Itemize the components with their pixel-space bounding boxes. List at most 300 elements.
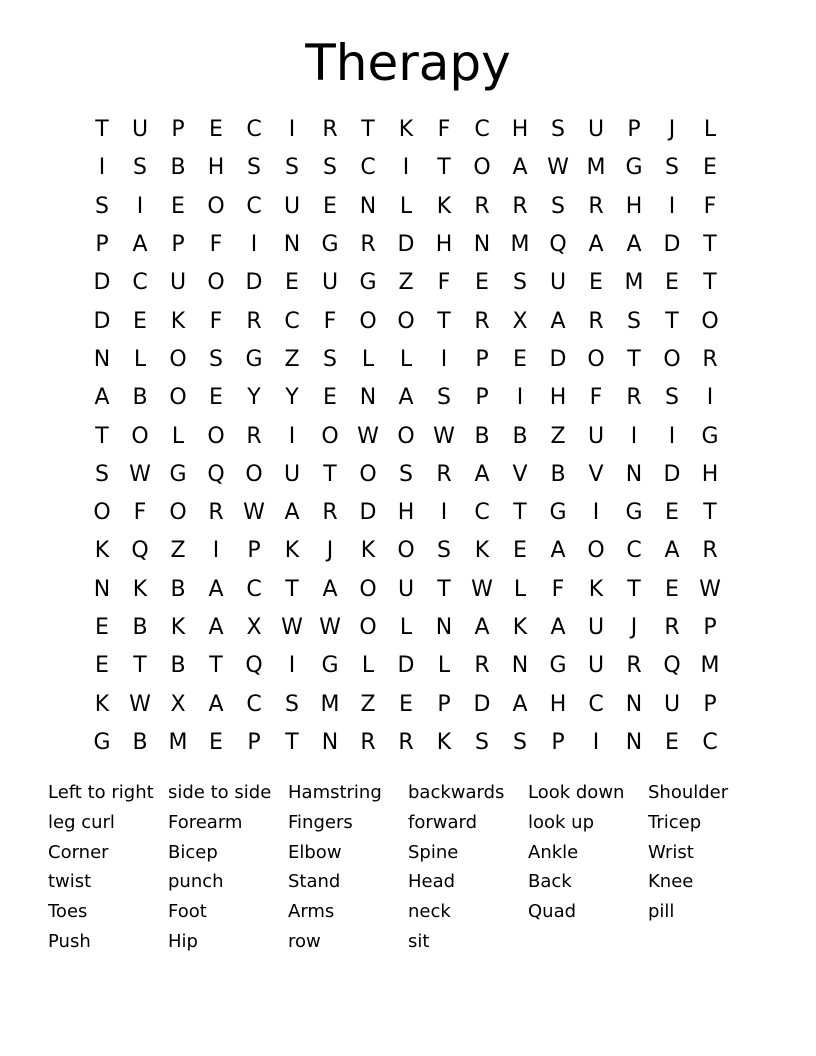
grid-letter: O — [169, 500, 187, 526]
grid-letter: G — [321, 653, 339, 679]
grid-letter: R — [246, 423, 262, 449]
grid-letter: W — [699, 576, 721, 602]
grid-letter: S — [513, 270, 527, 296]
word-list-item: Forearm — [168, 811, 243, 833]
grid-letter: S — [209, 346, 223, 372]
grid-letter: E — [209, 117, 223, 143]
grid-letter: R — [702, 538, 718, 564]
grid-letter: O — [473, 155, 491, 181]
word-list-item: Foot — [168, 901, 207, 923]
grid-letter: D — [663, 232, 681, 258]
grid-row — [83, 264, 729, 302]
word-list — [48, 778, 768, 957]
grid-letter: H — [511, 117, 529, 143]
grid-letter: W — [243, 500, 265, 526]
grid-letter: O — [207, 193, 225, 219]
word-list-item: pill — [648, 901, 675, 923]
grid-letter: Q — [549, 232, 567, 258]
grid-letter: E — [665, 729, 679, 755]
grid-letter: T — [437, 576, 451, 602]
grid-letter: C — [702, 729, 718, 755]
grid-letter: O — [397, 538, 415, 564]
grid-letter: I — [288, 117, 296, 143]
grid-letter: O — [359, 576, 377, 602]
grid-letter: O — [359, 615, 377, 640]
grid-letter: R — [322, 117, 338, 143]
grid-letter: Z — [170, 538, 186, 564]
grid-letter: W — [433, 423, 455, 449]
grid-letter: K — [474, 538, 490, 564]
grid-letter: Q — [245, 653, 263, 679]
grid-letter: R — [702, 346, 718, 372]
grid-letter: K — [398, 117, 414, 143]
grid-letter: E — [95, 615, 109, 640]
grid-letter: A — [208, 691, 224, 717]
grid-letter: B — [474, 423, 490, 449]
grid-letter: J — [668, 117, 676, 143]
grid-letter: E — [323, 193, 337, 219]
grid-letter: T — [133, 653, 147, 679]
grid-letter: E — [665, 500, 679, 526]
grid-letter: S — [285, 691, 299, 717]
grid-row — [83, 724, 729, 762]
grid-letter: R — [588, 193, 604, 219]
grid-letter: P — [247, 729, 261, 755]
grid-letter: O — [169, 385, 187, 411]
grid-letter: I — [98, 155, 106, 181]
grid-letter: S — [95, 461, 109, 487]
grid-letter: M — [586, 155, 606, 181]
grid-letter: O — [321, 423, 339, 449]
grid-letter: K — [132, 576, 148, 602]
word-list-item: row — [288, 930, 321, 952]
grid-letter: S — [285, 155, 299, 181]
grid-letter: U — [397, 576, 415, 602]
grid-row — [83, 149, 729, 187]
grid-letter: W — [547, 155, 569, 181]
word-list-item: backwards — [408, 782, 505, 803]
word-list-item: Bicep — [168, 841, 218, 863]
grid-letter: I — [402, 155, 410, 181]
grid-letter: R — [436, 461, 452, 487]
grid-letter: T — [437, 155, 451, 181]
grid-letter: H — [435, 232, 453, 258]
grid-letter: O — [587, 538, 605, 564]
grid-letter: F — [209, 232, 223, 258]
grid-letter: E — [475, 270, 489, 296]
grid-row — [83, 188, 729, 226]
grid-letter: I — [706, 385, 714, 411]
grid-letter: O — [131, 423, 149, 449]
grid-letter: A — [550, 615, 566, 640]
grid-letter: C — [246, 193, 262, 219]
grid-letter: T — [285, 729, 299, 755]
grid-letter: U — [131, 117, 149, 143]
grid-letter: E — [703, 155, 717, 181]
grid-letter: N — [625, 691, 643, 717]
grid-letter: T — [627, 346, 641, 372]
grid-letter: G — [93, 729, 111, 755]
grid-row — [83, 417, 729, 455]
grid-letter: T — [513, 500, 527, 526]
page-title: Therapy — [305, 34, 511, 92]
grid-letter: A — [132, 232, 148, 258]
grid-letter: N — [321, 729, 339, 755]
grid-letter: A — [626, 232, 642, 258]
grid-letter: I — [440, 500, 448, 526]
grid-letter: G — [169, 461, 187, 487]
grid-letter: K — [436, 193, 452, 219]
grid-letter: W — [471, 576, 493, 602]
word-list-item: Spine — [408, 841, 459, 863]
grid-letter: T — [703, 500, 717, 526]
grid-letter: S — [323, 155, 337, 181]
grid-letter: K — [284, 538, 300, 564]
grid-letter: V — [512, 461, 528, 487]
grid-letter: O — [587, 346, 605, 372]
grid-letter: T — [703, 232, 717, 258]
grid-letter: G — [359, 270, 377, 296]
grid-letter: I — [668, 193, 676, 219]
grid-row — [83, 532, 729, 570]
grid-letter: S — [323, 346, 337, 372]
grid-letter: L — [437, 653, 451, 679]
grid-letter: N — [435, 615, 453, 640]
grid-letter: E — [209, 385, 223, 411]
grid-letter: B — [170, 653, 186, 679]
grid-letter: D — [397, 653, 415, 679]
grid-letter: T — [323, 461, 337, 487]
grid-letter: T — [703, 270, 717, 296]
grid-letter: O — [207, 423, 225, 449]
grid-letter: F — [209, 308, 223, 334]
grid-letter: K — [360, 538, 376, 564]
grid-letter: P — [95, 232, 109, 258]
grid-letter: U — [549, 270, 567, 296]
grid-letter: A — [284, 500, 300, 526]
grid-letter: X — [512, 308, 528, 334]
grid-letter: P — [171, 232, 185, 258]
grid-letter: C — [284, 308, 300, 334]
grid-letter: O — [207, 270, 225, 296]
grid-letter: B — [550, 461, 566, 487]
grid-letter: L — [133, 346, 147, 372]
grid-letter: S — [399, 461, 413, 487]
grid-letter: X — [246, 615, 262, 640]
grid-letter: W — [129, 461, 151, 487]
grid-letter: E — [209, 729, 223, 755]
grid-letter: E — [513, 346, 527, 372]
word-list-item: Push — [48, 930, 91, 952]
grid-letter: C — [626, 538, 642, 564]
grid-letter: O — [359, 461, 377, 487]
grid-letter: E — [589, 270, 603, 296]
grid-letter: P — [475, 346, 489, 372]
grid-letter: S — [133, 155, 147, 181]
grid-letter: C — [246, 576, 262, 602]
word-list-item: neck — [408, 901, 451, 923]
grid-letter: I — [516, 385, 524, 411]
grid-letter: F — [703, 193, 717, 219]
grid-letter: O — [397, 423, 415, 449]
grid-letter: B — [512, 423, 528, 449]
word-list-item: Stand — [288, 871, 341, 893]
grid-letter: U — [587, 615, 605, 640]
grid-letter: D — [359, 500, 377, 526]
grid-letter: O — [169, 346, 187, 372]
grid-letter: S — [247, 155, 261, 181]
grid-letter: T — [209, 653, 223, 679]
grid-letter: Z — [398, 270, 414, 296]
grid-letter: A — [588, 232, 604, 258]
grid-letter: N — [473, 232, 491, 258]
grid-letter: A — [550, 308, 566, 334]
grid-letter: G — [321, 232, 339, 258]
grid-letter: I — [592, 729, 600, 755]
grid-row — [83, 494, 729, 532]
grid-letter: J — [326, 538, 334, 564]
grid-letter: A — [474, 615, 490, 640]
grid-letter: A — [550, 538, 566, 564]
grid-letter: P — [171, 117, 185, 143]
grid-row — [83, 379, 729, 417]
word-list-item: Back — [528, 871, 572, 893]
grid-letter: U — [283, 193, 301, 219]
grid-letter: A — [94, 385, 110, 411]
grid-letter: H — [549, 691, 567, 717]
grid-letter: F — [551, 576, 565, 602]
grid-letter: I — [592, 500, 600, 526]
grid-letter: B — [170, 155, 186, 181]
grid-letter: S — [95, 193, 109, 219]
word-list-item: Corner — [48, 841, 109, 863]
letter-grid — [83, 111, 729, 762]
grid-letter: N — [93, 346, 111, 372]
grid-letter: E — [95, 653, 109, 679]
word-list-item: side to side — [168, 782, 272, 803]
grid-letter: D — [473, 691, 491, 717]
grid-letter: S — [437, 538, 451, 564]
grid-letter: Z — [360, 691, 376, 717]
grid-letter: D — [245, 270, 263, 296]
grid-letter: S — [627, 308, 641, 334]
grid-row — [83, 302, 729, 340]
grid-letter: M — [168, 729, 188, 755]
word-list-item: Shoulder — [648, 782, 729, 803]
grid-letter: E — [285, 270, 299, 296]
grid-letter: R — [360, 232, 376, 258]
grid-letter: C — [132, 270, 148, 296]
grid-letter: A — [512, 155, 528, 181]
grid-letter: A — [474, 461, 490, 487]
grid-letter: Q — [663, 653, 681, 679]
grid-letter: L — [399, 615, 413, 640]
grid-letter: F — [323, 308, 337, 334]
grid-letter: N — [625, 729, 643, 755]
grid-letter: C — [246, 117, 262, 143]
grid-letter: D — [93, 270, 111, 296]
grid-row — [83, 609, 729, 647]
grid-letter: F — [589, 385, 603, 411]
grid-letter: N — [359, 385, 377, 411]
grid-letter: J — [630, 615, 638, 640]
grid-letter: P — [475, 385, 489, 411]
grid-letter: O — [663, 346, 681, 372]
grid-letter: V — [588, 461, 604, 487]
grid-letter: L — [361, 346, 375, 372]
grid-letter: H — [701, 461, 719, 487]
grid-letter: S — [437, 385, 451, 411]
grid-letter: N — [511, 653, 529, 679]
word-list-item: Arms — [288, 901, 335, 923]
grid-letter: P — [437, 691, 451, 717]
word-list-item: Wrist — [648, 841, 694, 863]
grid-letter: U — [283, 461, 301, 487]
word-list-item: Fingers — [288, 811, 353, 833]
grid-letter: K — [94, 538, 110, 564]
grid-letter: R — [664, 615, 680, 640]
grid-letter: R — [474, 193, 490, 219]
grid-letter: R — [474, 308, 490, 334]
grid-letter: I — [288, 653, 296, 679]
grid-letter: F — [437, 117, 451, 143]
grid-letter: I — [136, 193, 144, 219]
grid-letter: R — [208, 500, 224, 526]
grid-letter: P — [703, 615, 717, 640]
grid-letter: S — [665, 155, 679, 181]
grid-letter: D — [549, 346, 567, 372]
grid-letter: A — [322, 576, 338, 602]
grid-letter: T — [665, 308, 679, 334]
grid-letter: S — [513, 729, 527, 755]
word-list-item: Look down — [528, 782, 625, 803]
grid-letter: N — [625, 461, 643, 487]
grid-letter: P — [703, 691, 717, 717]
grid-letter: U — [587, 423, 605, 449]
grid-letter: E — [665, 576, 679, 602]
grid-row — [83, 456, 729, 494]
word-list-item: sit — [408, 930, 430, 952]
word-list-item: leg curl — [48, 811, 115, 833]
grid-letter: M — [320, 691, 340, 717]
grid-letter: F — [437, 270, 451, 296]
grid-letter: E — [513, 538, 527, 564]
grid-letter: Q — [131, 538, 149, 564]
grid-letter: C — [360, 155, 376, 181]
grid-letter: N — [359, 193, 377, 219]
grid-letter: O — [701, 308, 719, 334]
grid-letter: X — [170, 691, 186, 717]
grid-letter: U — [587, 117, 605, 143]
grid-row — [83, 647, 729, 685]
grid-letter: C — [474, 500, 490, 526]
grid-letter: G — [549, 500, 567, 526]
grid-letter: U — [321, 270, 339, 296]
grid-letter: L — [361, 653, 375, 679]
grid-letter: B — [132, 385, 148, 411]
grid-letter: A — [208, 615, 224, 640]
word-list-item: Quad — [528, 901, 577, 923]
grid-letter: E — [171, 193, 185, 219]
word-list-item: Toes — [48, 901, 88, 923]
grid-letter: I — [440, 346, 448, 372]
word-list-item: forward — [408, 811, 478, 833]
grid-letter: E — [665, 270, 679, 296]
grid-letter: S — [475, 729, 489, 755]
grid-letter: M — [510, 232, 530, 258]
grid-letter: A — [208, 576, 224, 602]
grid-letter: K — [170, 615, 186, 640]
grid-letter: E — [399, 691, 413, 717]
grid-letter: B — [132, 729, 148, 755]
grid-letter: F — [133, 500, 147, 526]
grid-letter: L — [703, 117, 717, 143]
grid-letter: S — [551, 117, 565, 143]
grid-letter: K — [436, 729, 452, 755]
grid-letter: B — [170, 576, 186, 602]
grid-letter: K — [512, 615, 528, 640]
grid-row — [83, 685, 729, 723]
grid-letter: H — [397, 500, 415, 526]
grid-letter: E — [323, 385, 337, 411]
word-list-item: Hip — [168, 930, 198, 952]
grid-letter: P — [551, 729, 565, 755]
word-list-item: twist — [48, 871, 92, 893]
grid-letter: N — [93, 576, 111, 602]
grid-letter: O — [245, 461, 263, 487]
grid-letter: A — [398, 385, 414, 411]
grid-letter: A — [664, 538, 680, 564]
word-list-item: Ankle — [528, 841, 579, 863]
grid-letter: T — [285, 576, 299, 602]
grid-letter: Q — [207, 461, 225, 487]
grid-letter: R — [360, 729, 376, 755]
grid-letter: E — [133, 308, 147, 334]
grid-letter: M — [624, 270, 644, 296]
grid-letter: U — [169, 270, 187, 296]
grid-letter: R — [512, 193, 528, 219]
grid-letter: R — [588, 308, 604, 334]
word-list-item: look up — [528, 811, 595, 833]
grid-letter: T — [95, 423, 109, 449]
grid-letter: K — [588, 576, 604, 602]
grid-letter: T — [627, 576, 641, 602]
word-list-item: punch — [168, 871, 224, 893]
grid-letter: L — [399, 193, 413, 219]
grid-row — [83, 111, 729, 149]
grid-letter: S — [551, 193, 565, 219]
grid-letter: D — [397, 232, 415, 258]
grid-letter: K — [94, 691, 110, 717]
word-list-item: Tricep — [648, 811, 702, 833]
grid-letter: L — [171, 423, 185, 449]
word-list-item: Knee — [648, 871, 694, 893]
grid-letter: O — [93, 500, 111, 526]
grid-letter: O — [359, 308, 377, 334]
grid-letter: M — [700, 653, 720, 679]
grid-letter: I — [250, 232, 258, 258]
grid-letter: R — [322, 500, 338, 526]
grid-letter: R — [626, 653, 642, 679]
grid-letter: G — [701, 423, 719, 449]
word-list-item: Left to right — [48, 782, 154, 803]
grid-letter: T — [437, 308, 451, 334]
grid-letter: P — [627, 117, 641, 143]
grid-letter: I — [212, 538, 220, 564]
grid-letter: Z — [284, 346, 300, 372]
grid-letter: W — [281, 615, 303, 640]
grid-letter: R — [398, 729, 414, 755]
